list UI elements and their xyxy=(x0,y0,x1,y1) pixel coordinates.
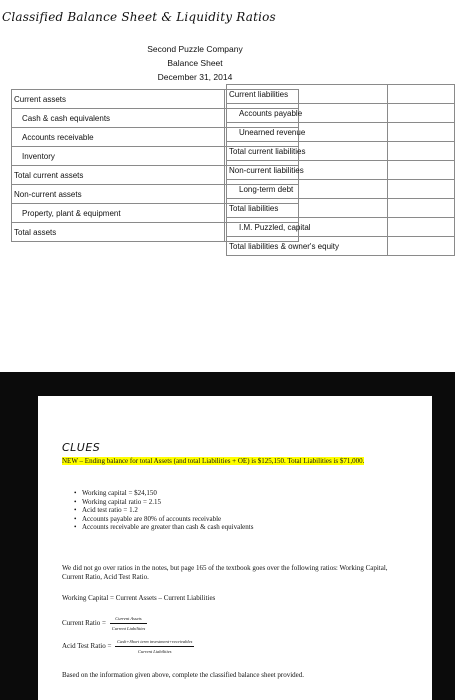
row-label: Accounts receivable xyxy=(12,128,225,147)
row-label: Non-current assets xyxy=(12,185,225,204)
denominator: Current Liabilities xyxy=(138,649,172,654)
clues-heading: CLUES xyxy=(62,441,101,454)
amount-cell[interactable] xyxy=(388,161,455,180)
working-capital-formula: Working Capital = Current Assets – Current Liabilities xyxy=(62,594,216,602)
table-row xyxy=(227,218,455,237)
amount-cell[interactable] xyxy=(388,199,455,218)
row-label: Cash & cash equivalents xyxy=(12,109,225,128)
acid-test-formula xyxy=(62,637,402,656)
fraction xyxy=(110,614,147,633)
statement-date: December 31, 2014 xyxy=(157,72,233,82)
row-label: Current liabilities xyxy=(227,85,388,104)
table-row xyxy=(227,199,455,218)
row-label: Long-term debt xyxy=(227,180,388,199)
formula-label: Acid Test Ratio = xyxy=(62,642,112,651)
amount-cell[interactable] xyxy=(388,85,455,104)
clue-list xyxy=(82,489,253,532)
highlighted-text: NEW – Ending balance for total Assets (and total Liabilities + OE) is $125,150. Total Liabilities is $71,000. xyxy=(62,457,365,465)
row-label: Total liabilities & owner's equity xyxy=(227,237,388,256)
list-item: • Accounts receivable are greater than cash & cash equivalents xyxy=(82,523,253,532)
row-label: Non-current liabilities xyxy=(227,161,388,180)
current-ratio-formula xyxy=(62,614,402,633)
numerator: Current Assets xyxy=(110,614,147,624)
row-label: Unearned revenue xyxy=(227,123,388,142)
page-title: Classified Balance Sheet & Liquidity Ratios xyxy=(2,10,276,24)
table-row xyxy=(227,180,455,199)
fraction xyxy=(115,637,194,656)
row-label: Property, plant & equipment xyxy=(12,204,225,223)
table-row xyxy=(227,123,455,142)
statement-name: Balance Sheet xyxy=(167,58,223,68)
amount-cell[interactable] xyxy=(388,104,455,123)
table-row xyxy=(227,104,455,123)
closing-instruction: Based on the information given above, complete the classified balance sheet provided. xyxy=(62,671,305,679)
clues-document xyxy=(38,396,432,700)
row-label: Current assets xyxy=(12,90,225,109)
amount-cell[interactable] xyxy=(388,142,455,161)
row-label: Total current liabilities xyxy=(227,142,388,161)
row-label: Accounts payable xyxy=(227,104,388,123)
row-label: Total liabilities xyxy=(227,199,388,218)
highlighted-note xyxy=(62,457,402,466)
ratios-paragraph: We did not go over ratios in the notes, but page 165 of the textbook goes over the following ratios: Working Capital, Current Ratio, Acid Test Ratio. xyxy=(62,564,388,581)
row-label: I.M. Puzzled, capital xyxy=(227,218,388,237)
list-item: • Accounts payable are 80% of accounts receivable xyxy=(82,515,253,524)
table-row xyxy=(227,161,455,180)
table-row xyxy=(227,142,455,161)
table-row xyxy=(227,85,455,104)
amount-cell[interactable] xyxy=(388,123,455,142)
formula-label: Current Ratio = xyxy=(62,619,106,628)
row-label: Total assets xyxy=(12,223,225,242)
table-row xyxy=(227,237,455,256)
liabilities-table xyxy=(226,84,455,256)
amount-cell[interactable] xyxy=(388,237,455,256)
amount-cell[interactable] xyxy=(388,218,455,237)
list-item: • Working capital = $24,150 xyxy=(82,489,253,498)
numerator: Cash+Short term investment+receivables xyxy=(115,637,194,647)
amount-cell[interactable] xyxy=(388,180,455,199)
list-item: • Working capital ratio = 2.15 xyxy=(82,498,253,507)
row-label: Inventory xyxy=(12,147,225,166)
list-item: • Acid test ratio = 1.2 xyxy=(82,506,253,515)
denominator: Current Liabilities xyxy=(111,626,146,631)
company-name: Second Puzzle Company xyxy=(147,44,243,54)
row-label: Total current assets xyxy=(12,166,225,185)
